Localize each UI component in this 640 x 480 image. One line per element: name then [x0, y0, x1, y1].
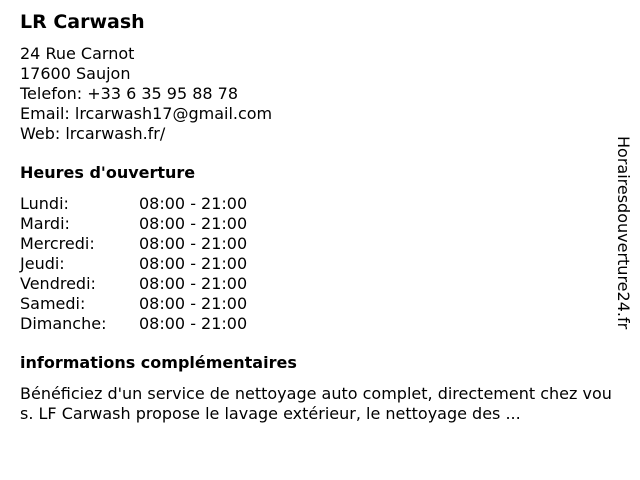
additional-info-text: Bénéficiez d'un service de nettoyage auto complet, directement chez vous. LF Carwash propose le lavage extérieur, le nettoyage des ...: [20, 384, 612, 423]
day-label: Vendredi:: [20, 274, 96, 293]
hours-row: [20, 234, 247, 254]
city-postal: 17600 Saujon: [20, 64, 131, 83]
street-address: 24 Rue Carnot: [20, 44, 135, 63]
email-address: Email: lrcarwash17@gmail.com: [20, 104, 273, 123]
day-label: Dimanche:: [20, 314, 107, 333]
business-name: LR Carwash: [20, 11, 145, 33]
additional-info-heading: informations complémentaires: [20, 353, 297, 372]
time-range: 08:00 - 21:00: [139, 214, 248, 233]
day-label: Samedi:: [20, 294, 86, 313]
address-block: [20, 44, 272, 144]
phone-number: Telefon: +33 6 35 95 88 78: [20, 84, 239, 103]
hours-row: [20, 194, 247, 214]
hours-row: [20, 254, 247, 274]
day-label: Mardi:: [20, 214, 70, 233]
hours-row: [20, 274, 247, 294]
time-range: 08:00 - 21:00: [139, 254, 248, 273]
day-label: Lundi:: [20, 194, 69, 213]
site-watermark: Horairesdouverture24.fr: [614, 136, 633, 330]
day-label: Jeudi:: [20, 254, 65, 273]
hours-row: [20, 294, 247, 314]
time-range: 08:00 - 21:00: [139, 274, 248, 293]
day-label: Mercredi:: [20, 234, 95, 253]
time-range: 08:00 - 21:00: [139, 294, 248, 313]
hours-row: [20, 314, 247, 334]
opening-hours-heading: Heures d'ouverture: [20, 163, 196, 182]
time-range: 08:00 - 21:00: [139, 314, 248, 333]
website: Web: lrcarwash.fr/: [20, 124, 166, 143]
time-range: 08:00 - 21:00: [139, 234, 248, 253]
opening-hours-table: [20, 194, 247, 334]
hours-row: [20, 214, 247, 234]
time-range: 08:00 - 21:00: [139, 194, 248, 213]
